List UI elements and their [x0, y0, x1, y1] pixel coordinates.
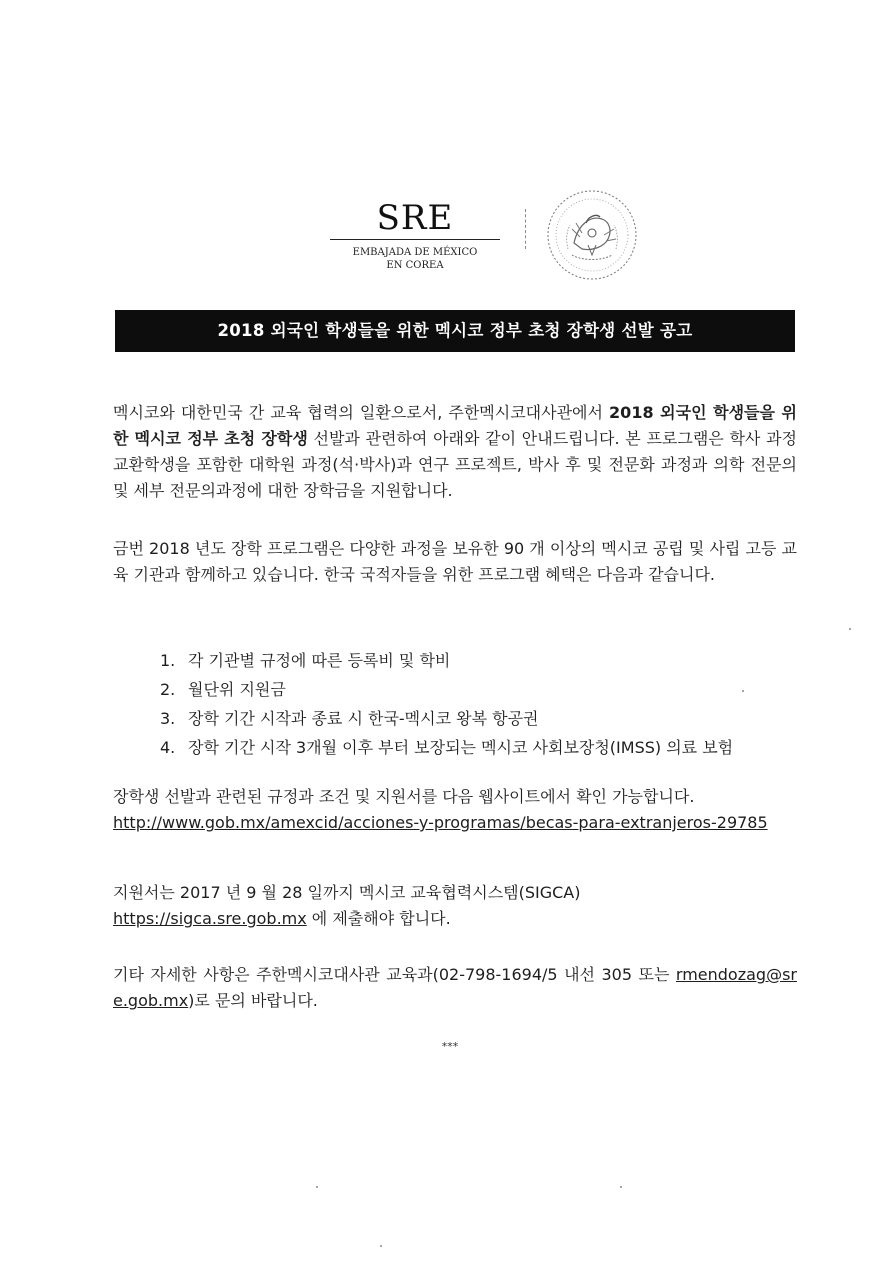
scan-speck — [742, 690, 744, 692]
scan-speck — [849, 628, 851, 630]
deadline-paragraph — [113, 880, 797, 932]
embassy-name-line1: EMBAJADA DE MÉXICO — [352, 247, 478, 258]
list-item-number: 3. — [160, 709, 176, 728]
scan-speck — [316, 1186, 318, 1188]
list-item — [160, 733, 800, 762]
contact-email-link[interactable]: rmendozag@sre.gob.mx — [113, 965, 797, 1010]
website-paragraph — [113, 784, 797, 836]
intro-bold: 2018 외국인 학생들을 위한 멕시코 정부 초청 장학생 — [113, 403, 797, 448]
embassy-name-line2: EN COREA — [386, 260, 444, 271]
mexican-coat-of-arms-seal-icon — [542, 185, 642, 285]
scholarship-url-link[interactable]: http://www.gob.mx/amexcid/acciones-y-programas/becas-para-extranjeros-29785 — [113, 813, 768, 832]
sre-logo-block — [330, 199, 500, 272]
program-paragraph: 금번 2018 년도 장학 프로그램은 다양한 과정을 보유한 90 개 이상의 멕시코 공립 및 사립 고등 교육 기관과 함께하고 있습니다. 한국 국적자들을 위한 프로그램 혜택은 다음과 같습니다. — [113, 539, 797, 584]
scan-speck — [620, 1186, 622, 1188]
deadline-tail: 에 제출해야 합니다. — [306, 909, 451, 928]
sre-logo: SRE — [376, 198, 454, 238]
deadline-text: 지원서는 2017 년 9 월 28 일까지 멕시코 교육협력시스템(SIGCA) — [113, 883, 581, 902]
sigca-url-link[interactable]: https://sigca.sre.gob.mx — [113, 909, 307, 928]
list-item-number: 1. — [160, 651, 176, 670]
list-item-number: 4. — [160, 738, 176, 757]
logo-rule — [330, 239, 500, 240]
list-item-text: 장학 기간 시작 3개월 이후 부터 보장되는 멕시코 사회보장청(IMSS) 의료 보험 — [188, 738, 734, 757]
list-item — [160, 704, 800, 733]
closing-mark: *** — [441, 1040, 459, 1053]
intro-lead: 멕시코와 대한민국 간 교육 협력의 일환으로서, 주한멕시코대사관에서 — [113, 403, 610, 422]
website-text: 장학생 선발과 관련된 규정과 조건 및 지원서를 다음 웹사이트에서 확인 가능합니다. — [113, 787, 695, 806]
contact-text: 기타 자세한 사항은 주한멕시코대사관 교육과(02-798-1694/5 내선 305 또는 — [113, 965, 676, 984]
contact-paragraph — [113, 962, 797, 1014]
scan-speck — [380, 1245, 382, 1247]
list-item-text: 장학 기간 시작과 종료 시 한국-멕시코 왕복 항공권 — [188, 709, 539, 728]
announcement-title: 2018 외국인 학생들을 위한 멕시코 정부 초청 장학생 선발 공고 — [115, 310, 795, 352]
list-item-text: 각 기관별 규정에 따른 등록비 및 학비 — [188, 651, 451, 670]
list-item-number: 2. — [160, 680, 176, 699]
list-item — [160, 675, 800, 704]
intro-tail: 선발과 관련하여 아래와 같이 안내드립니다. 본 프로그램은 학사 과정 교환학생을 포함한 대학원 과정(석·박사)과 연구 프로젝트, 박사 후 및 전문화 과정과 의학 전문의 및 세부 전문의과정에 대한 장학금을 지원합니다. — [113, 429, 797, 500]
list-item — [160, 646, 800, 675]
letterhead — [330, 185, 650, 285]
intro-paragraph — [113, 400, 797, 504]
letterhead-divider — [525, 209, 526, 249]
list-item-text: 월단위 지원금 — [188, 680, 286, 699]
contact-tail: )로 문의 바랍니다. — [188, 991, 318, 1010]
benefits-list — [160, 646, 800, 762]
